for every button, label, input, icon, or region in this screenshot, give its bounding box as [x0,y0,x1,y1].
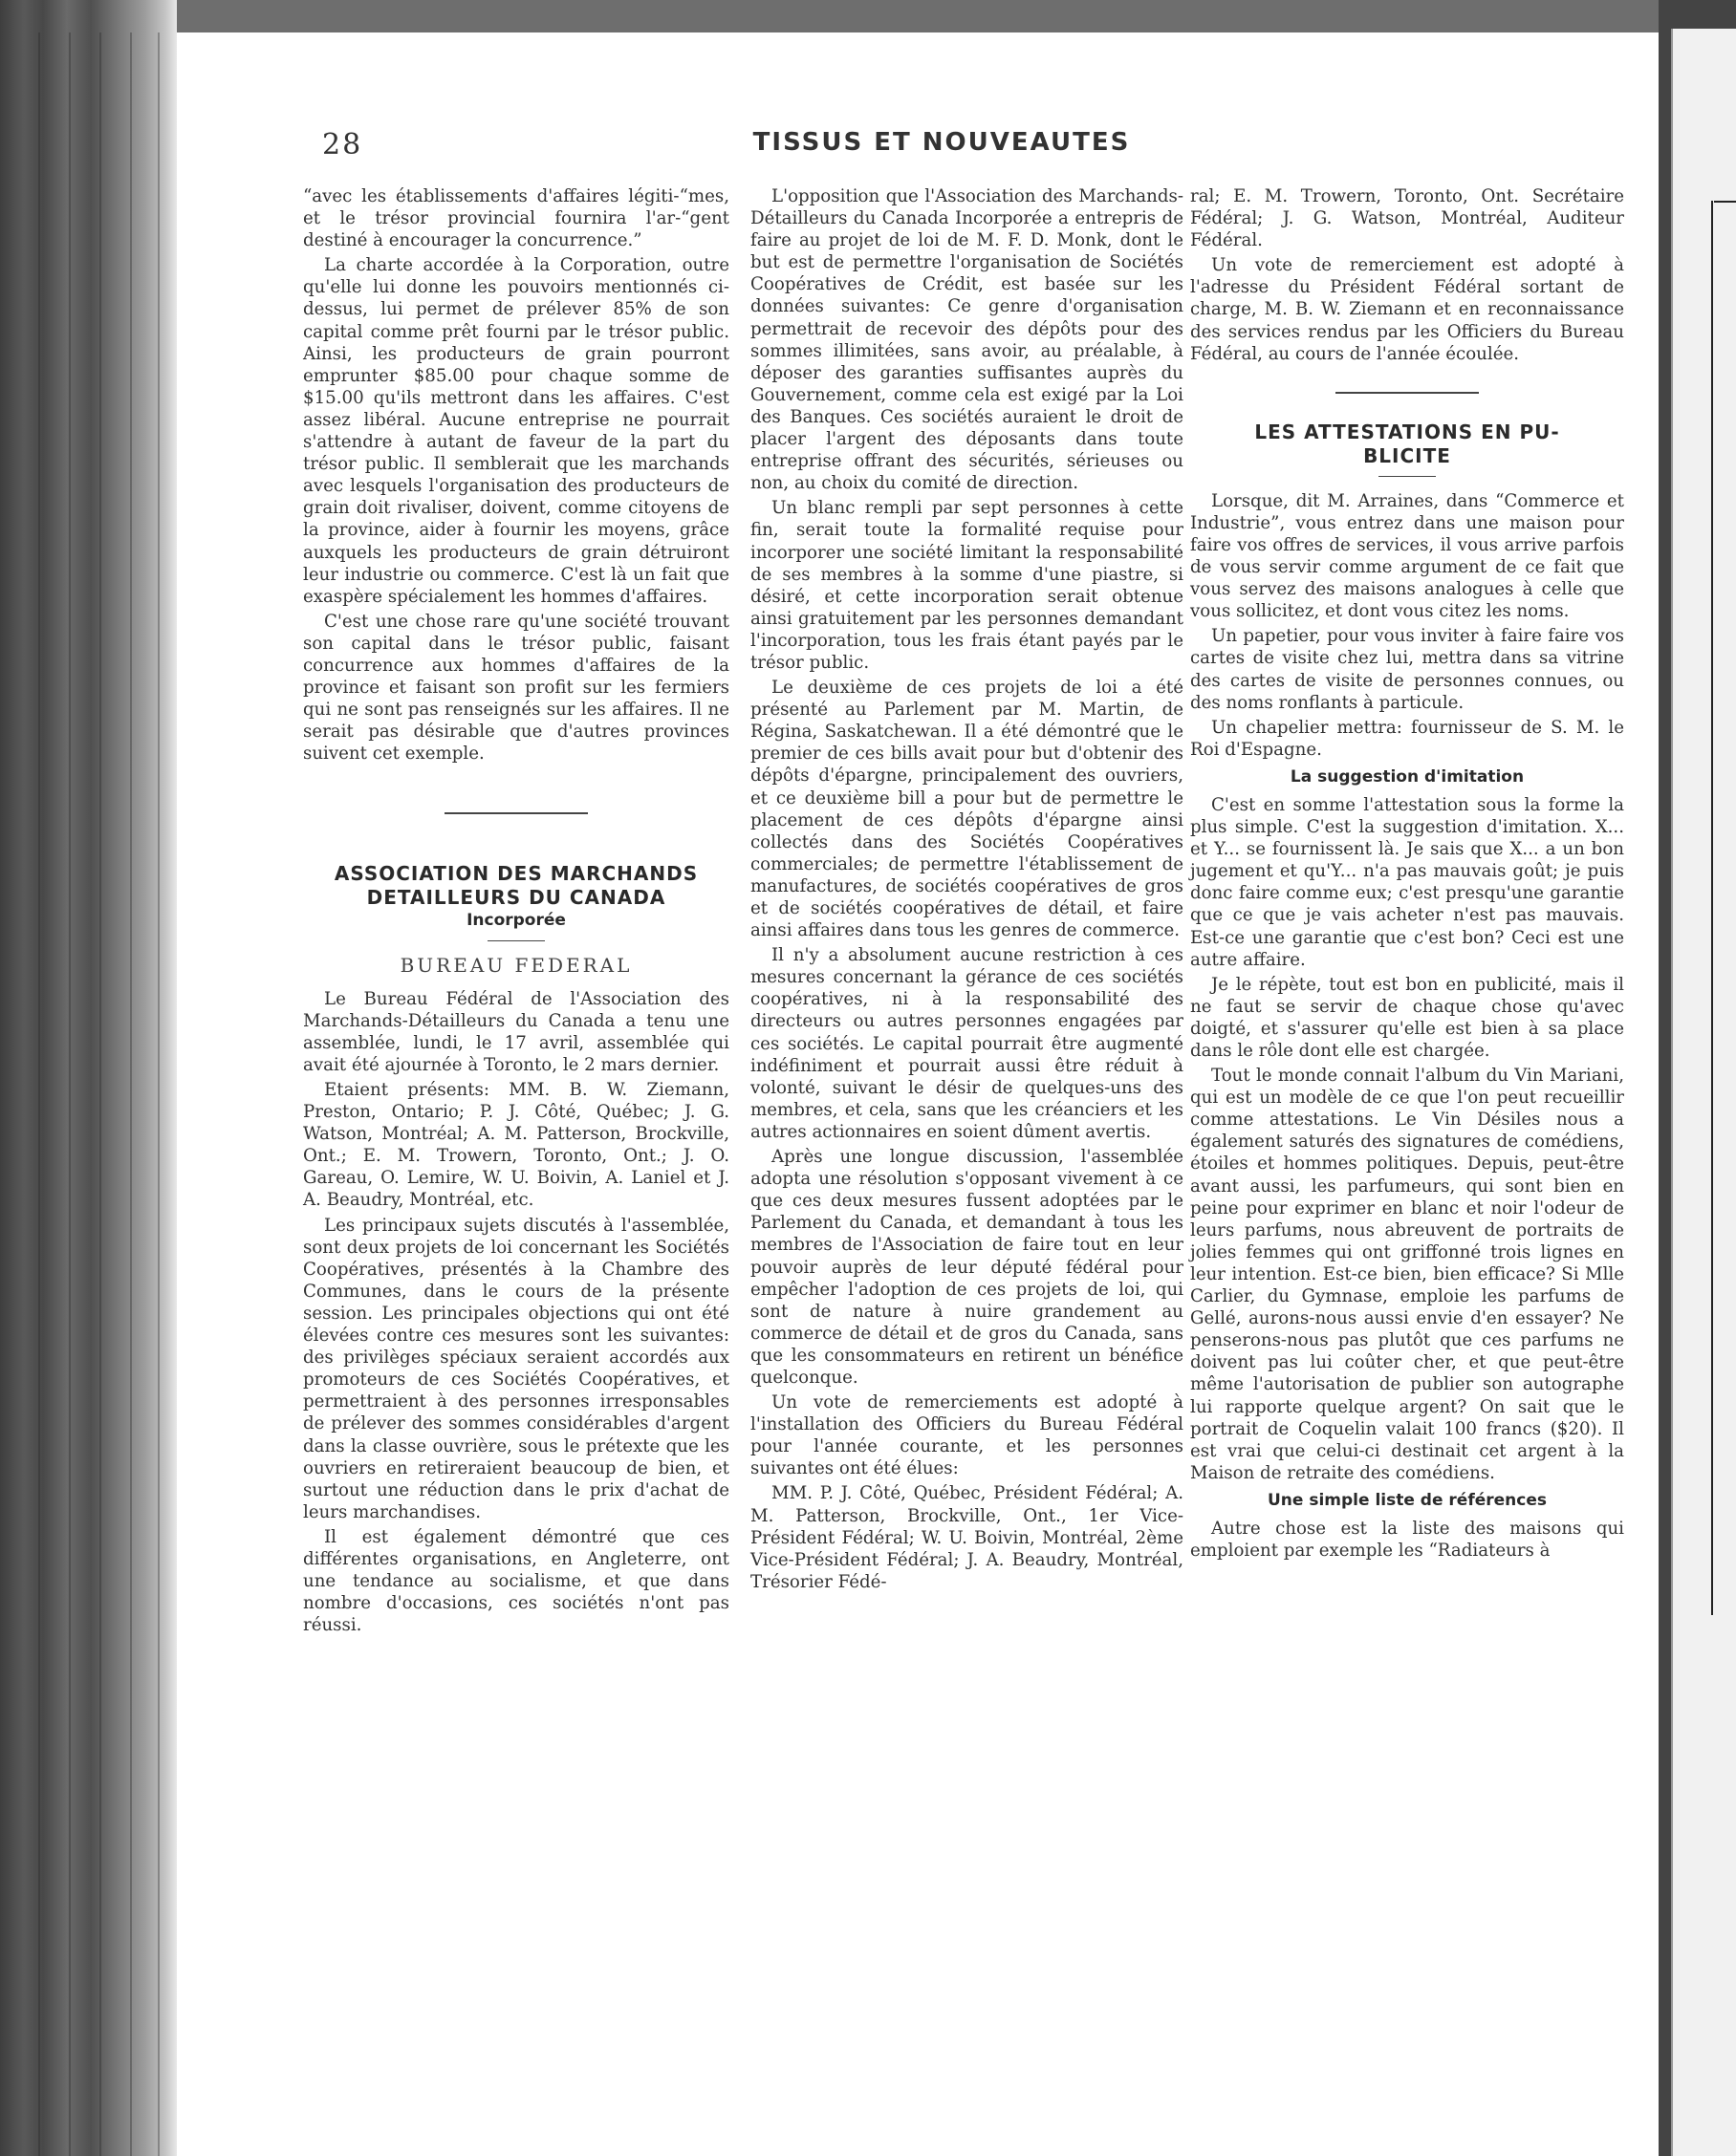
paragraph: Un blanc rempli par sept personnes à cette fin, serait toute la formalité requise pour incorporer une société limitant la responsabilité de ses membres à la somme d'une piastre, si désiré, et cette incorporation serait obtenue ainsi gratuitement par les personnes demandant l'incorporation, tous les frais étant payés par le trésor public. [750,498,1183,673]
page-edge [69,32,71,2156]
paragraph: C'est une chose rare qu'une société trouvant son capital dans le trésor public, faisant concurrence aux hommes d'affaires de la province et faisant son profit sur les fermiers qui ne sont pas renseignés sur les affaires. Il ne serait pas désirable que d'autres provinces suivent cet exemple. [303,611,729,765]
paragraph: Je le répète, tout est bon en publicité, mais il ne faut se servir de chaque chose qu'avec doigté, et s'assurer qu'elle est bien à sa place dans le rôle dont elle est chargée. [1190,974,1624,1061]
association-heading-line-1: ASSOCIATION DES MARCHANDS [334,862,699,886]
suggestion-subheading: La suggestion d'imitation [1290,766,1525,787]
page-edge [158,32,160,2156]
paragraph: Les principaux sujets discutés à l'assemblée, sont deux projets de loi concernant les Sociétés Coopératives, présentés à la Chambre des Communes, dans le cours de la présente session. Les principales objections qui ont été élevées contre ces mesures sont les suivantes: des privilèges spéciaux seraient accordés aux promoteurs de ces Sociétés Coopératives, et permettraient à des personnes irresponsables de prélever des sommes considérables d'argent dans la classe ouvrière, sous le prétexte que les ouvriers en retireraient beaucoup de bien, et surtout une réduction dans le prix d'achat de leurs marchandises. [303,1215,729,1522]
facing-page-edge [1671,29,1736,2156]
paragraph: Etaient présents: MM. B. W. Ziemann, Preston, Ontario; P. J. Côté, Québec; J. G. Watson, Montréal; A. M. Patterson, Brockville, Ont.; E. M. Trowern, Toronto, Ont.; J. O. Gareau, O. Lemire, W. U. Boivin, A. Laniel et J. A. Beaudry, Montréal, etc. [303,1080,729,1211]
text-column-3 [1190,185,1624,1564]
association-subheading: Incorporée [467,911,566,931]
paragraph: L'opposition que l'Association des Marchands-Détailleurs du Canada Incorporée a entrepris de faire au projet de loi de M. F. D. Monk, dont le but est de permettre l'organisation de Sociétés Coopératives de Crédit, est basée sur les données suivantes: Ce genre d'organisation permettrait de recevoir des dépôts pour des sommes illimitées, sans avoir, au préalable, à déposer des garanties suffisantes auprès du Gouvernement, comme cela est exigé par la Loi des Banques. Ces sociétés auraient le droit de placer l'argent des déposants dans toute entreprise offrant des sécurités, sérieuses ou non, au choix du comité de direction. [750,186,1183,494]
facing-page-rule [1714,201,1736,203]
paragraph: Autre chose est la liste des maisons qui emploient par exemple les “Radiateurs à [1190,1518,1624,1562]
paragraph: Après une longue discussion, l'assemblée adopta une résolution s'opposant vivement à ce que ces deux mesures fussent adoptées par le Parlement du Canada, et demandant à tous les membres de l'Association de faire tout en leur pouvoir auprès de leur député fédéral pour empêcher l'adoption de ces projets de loi, qui sont de nature à nuire grandement au commerce de détail et de gros du Canada, sans que les consommateurs en retirent un bénéfice quelconque. [750,1147,1183,1388]
paragraph: Un vote de remerciement est adopté à l'adresse du Président Fédéral sortant de charge, M. B. W. Ziemann et en reconnaissance des services rendus par les Officiers du Bureau Fédéral, au cours de l'année écoulée. [1190,255,1624,364]
paragraph: Le deuxième de ces projets de loi a été présenté au Parlement par M. Martin, de Régina, Saskatchewan. Il a été démontré que le premier de ces bills avait pour but d'obtenir des dépôts d'épargne, principalement des ouvriers, et ce deuxième bill a pour but de permettre le placement de ces dépôts d'épargne ainsi collectés dans des Sociétés Coopératives commerciales; de permettre l'établissement de manufactures, de sociétés coopératives de gros et de sociétés coopératives de détail, et faire ainsi affaires dans tous les genres de commerce. [750,678,1183,941]
paragraph: C'est en somme l'attestation sous la forme la plus simple. C'est la suggestion d'imitation. X... et Y... se fournissent là. Je sais que X... a un bon jugement et qu'Y... n'a pas mauvais goût; je puis donc faire comme eux; c'est presqu'une garantie que ce que je vais acheter n'est pas mauvais. Est-ce une garantie que c'est bon? Ceci est une autre affaire. [1190,794,1624,970]
journal-title: TISSUS ET NOUVEAUTES [752,128,1131,157]
paragraph: Il n'y a absolument aucune restriction à ces mesures concernant la gérance de ces sociétés coopératives, ni à la responsabilité des directeurs ou autres personnes engagées par ces sociétés. Le capital pourrait être augmenté indéfiniment et pourrait aussi être réduit à volonté, suivant le désir de quelques-uns des membres, et cela, sans que les créanciers et les autres actionnaires en soient dûment avertis. [750,945,1183,1142]
heading-rule [488,940,545,941]
paragraph: Lorsque, dit M. Arraines, dans “Commerce et Industrie”, vous entrez dans une maison pour faire vos offres de services, il vous arrive parfois de vous servir comme argument de ce fait que vous servez des maisons analogues à celle que vous sollicitez, et dont vous citez les noms. [1190,490,1624,622]
document-page [177,32,1659,2156]
bureau-federal-heading: BUREAU FEDERAL [400,953,633,977]
text-column-2 [750,185,1183,1596]
paragraph: Il est également démontré que ces différentes organisations, en Angleterre, ont une tendance au socialisme, et que dans nombre d'occasions, ces sociétés n'ont pas réussi. [303,1526,729,1636]
paragraph: La charte accordée à la Corporation, outre qu'elle lui donne les pouvoirs mentionnés ci-dessus, lui permet de prélever 85% de son capital comme prêt fourni par le trésor public. Ainsi, les producteurs de grain pourront emprunter $85.00 pour chaque somme de $15.00 qu'ils mettront dans les affaires. C'est assez libéral. Aucune entreprise ne pourrait s'attendre à autant de faveur de la part du trésor public. Il semblerait que les marchands avec lesquels l'organisation des producteurs de grain doit rivaliser, doivent, comme citoyens de la province, aider à fournir les moyens, grâce auxquels les producteurs de grain détruiront leur industrie ou commerce. C'est là un fait que exaspère spécialement les hommes d'affaires. [303,255,729,607]
paragraph: Un vote de remerciements est adopté à l'installation des Officiers du Bureau Fédéral pour l'année courante, et les personnes suivantes ont été élues: [750,1392,1183,1479]
page-edge [38,32,40,2156]
paragraph: Le Bureau Fédéral de l'Association des Marchands-Détailleurs du Canada a tenu une assemblée, lundi, le 17 avril, assemblée qui avait été ajournée à Toronto, le 2 mars dernier. [303,988,729,1075]
paragraph: Un chapelier mettra: fournisseur de S. M. le Roi d'Espagne. [1190,717,1624,760]
paragraph: Un papetier, pour vous inviter à faire faire vos cartes de visite chez lui, mettra dans sa vitrine des cartes de visite de personnes connues, ou des noms ronflants à particule. [1190,626,1624,713]
page-edge [99,32,101,2156]
references-subheading: Une simple liste de références [1267,1490,1547,1510]
attestations-heading-line-2: BLICITE [1363,443,1451,467]
section-separator [1335,392,1479,394]
scan-top-gutter [0,0,1736,32]
paragraph: MM. P. J. Côté, Québec, Président Fédéral; A. M. Patterson, Brockville, Ont., 1er Vice-Président Fédéral; W. U. Boivin, Montréal, 2ème Vice-Président Fédéral; J. A. Beaudry, Montréal, Trésorier Fédé- [750,1483,1183,1592]
page-number: 28 [322,128,363,162]
attestations-heading-line-1: LES ATTESTATIONS EN PU- [1254,420,1560,443]
paragraph: “avec les établissements d'affaires légiti-“mes, et le trésor provincial fournira l'ar-“gent destiné à encourager la concurrence.” [303,186,729,251]
association-heading-line-2: DETAILLEURS DU CANADA [366,886,666,910]
section-separator [445,812,588,814]
facing-page-border [1711,201,1713,1615]
book-spine [0,0,177,2156]
heading-rule [1378,476,1436,477]
text-column-1 [303,185,729,1639]
page-edge [130,32,132,2156]
paragraph: ral; E. M. Trowern, Toronto, Ont. Secrétaire Fédéral; J. G. Watson, Montréal, Auditeur Fédéral. [1190,186,1624,251]
paragraph: Tout le monde connait l'album du Vin Mariani, qui est un modèle de ce que l'on peut recueillir comme attestations. Le Vin Désiles nous a également saturés des signatures de comédiens, étoiles et hommes politiques. Depuis, peut-être avant aussi, les parfumeurs, qui sont bien en peine pour exprimer en blanc et noir l'odeur de leurs parfums, nous abreuvent de portraits de jolies femmes qui ont griffonné trois lignes en leur intention. Est-ce bien, bien efficace? Si Mlle Carlier, du Gymnase, emploie les parfums de Gellé, aurons-nous aussi envie d'en essayer? Ne penserons-nous pas plutôt que ces parfums ne doivent pas lui coûter cher, et que peut-être même l'autorisation de publier son autographe lui rapporte quelque argent? On sait que le portrait de Coquelin valait 100 francs ($20). Il est vrai que celui-ci destinait cet argent à la Maison de retraite des comédiens. [1190,1066,1624,1483]
